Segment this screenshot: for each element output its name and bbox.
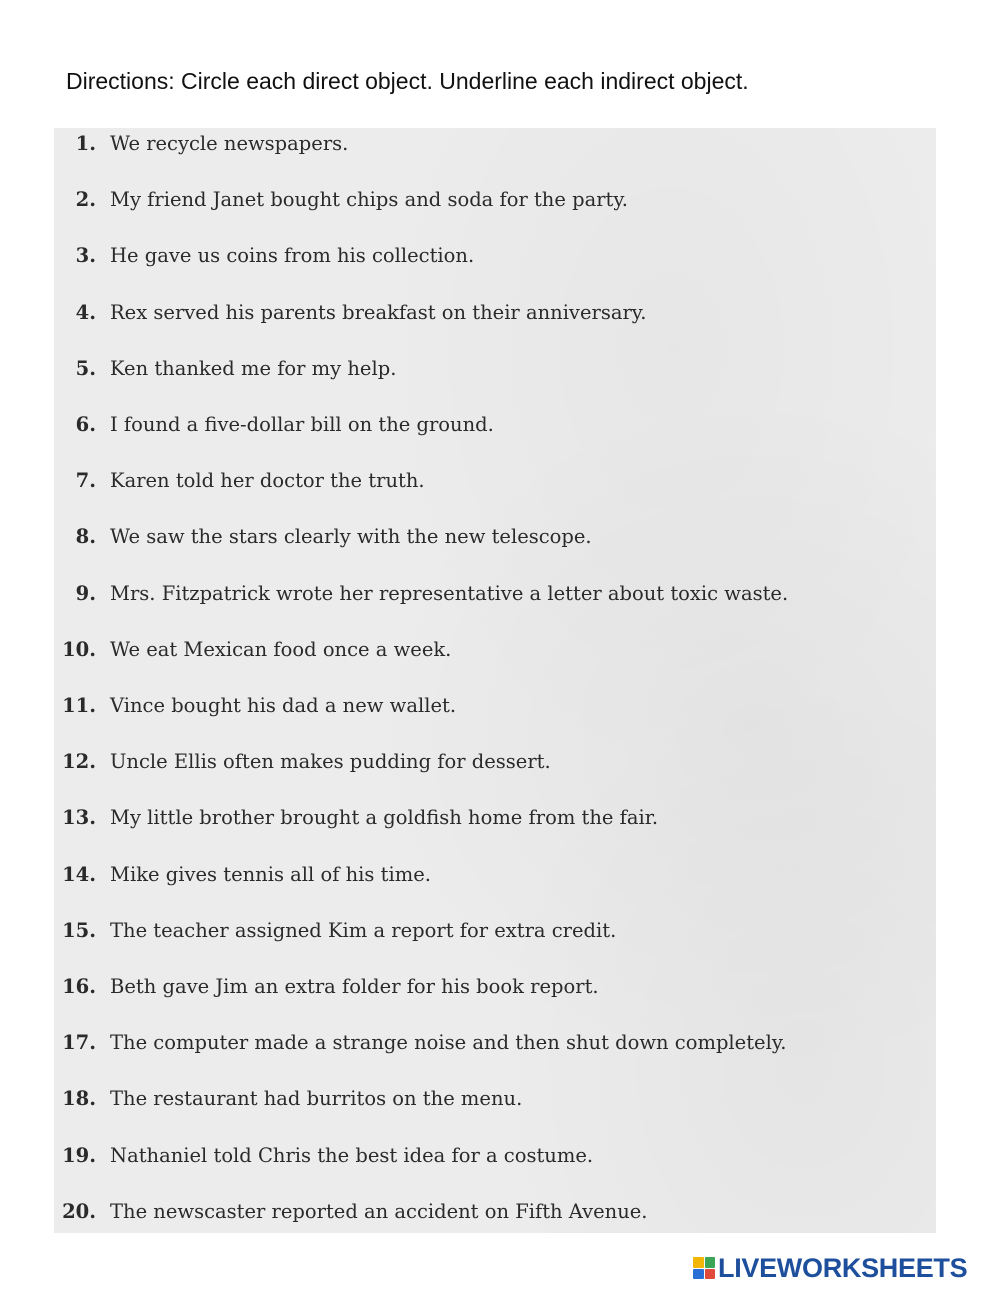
list-item (54, 244, 936, 274)
item-number: 11. (62, 694, 96, 717)
item-number: 3. (75, 244, 96, 268)
list-item (54, 132, 936, 162)
item-number: 19. (62, 1143, 96, 1167)
brand-name: LIVEWORKSHEETS (718, 1253, 968, 1283)
list-item (54, 1144, 936, 1174)
item-number: 4. (75, 300, 96, 324)
list-item (54, 638, 936, 668)
list-item (54, 357, 936, 387)
worksheet-scan (54, 128, 936, 1233)
list-item (54, 1087, 936, 1117)
item-sentence[interactable]: I found a five-dollar bill on the ground. (110, 413, 494, 436)
item-sentence[interactable]: We eat Mexican food once a week. (110, 637, 452, 661)
list-item (54, 413, 936, 443)
list-item (54, 919, 936, 949)
list-item (54, 750, 936, 780)
item-sentence[interactable]: Uncle Ellis often makes pudding for dessert. (110, 750, 551, 774)
item-sentence[interactable]: Rex served his parents breakfast on their anniversary. (110, 300, 647, 324)
item-number: 8. (75, 525, 96, 549)
item-number: 5. (75, 356, 96, 380)
item-number: 17. (62, 1031, 96, 1055)
list-item (54, 806, 936, 836)
item-number: 6. (75, 413, 96, 436)
directions-text: Directions: Circle each direct object. Underline each indirect object. (66, 68, 749, 94)
item-number: 20. (62, 1199, 96, 1223)
item-sentence[interactable]: Ken thanked me for my help. (110, 356, 397, 380)
list-item (54, 469, 936, 499)
item-sentence[interactable]: He gave us coins from his collection. (110, 244, 475, 268)
item-sentence[interactable]: Vince bought his dad a new wallet. (110, 694, 457, 717)
item-sentence[interactable]: The newscaster reported an accident on Fifth Avenue. (110, 1199, 648, 1223)
list-item (54, 975, 936, 1005)
item-number: 7. (75, 469, 96, 493)
item-sentence[interactable]: Karen told her doctor the truth. (110, 469, 425, 493)
item-number: 16. (62, 975, 96, 998)
liveworksheets-brand (693, 1254, 967, 1282)
list-item (54, 525, 936, 555)
list-item (54, 582, 936, 612)
item-sentence[interactable]: We recycle newspapers. (110, 132, 349, 155)
item-number: 2. (75, 188, 96, 212)
list-item (54, 1200, 936, 1230)
item-number: 10. (62, 637, 96, 661)
item-sentence[interactable]: The computer made a strange noise and then shut down completely. (110, 1031, 787, 1055)
item-sentence[interactable]: Nathaniel told Chris the best idea for a costume. (110, 1143, 594, 1167)
list-item (54, 1031, 936, 1061)
item-sentence[interactable]: The restaurant had burritos on the menu. (110, 1087, 523, 1111)
item-sentence[interactable]: Mrs. Fitzpatrick wrote her representative a letter about toxic waste. (110, 581, 789, 605)
list-item (54, 694, 936, 724)
item-sentence[interactable]: The teacher assigned Kim a report for extra credit. (110, 918, 617, 942)
list-item (54, 863, 936, 893)
item-sentence[interactable]: My friend Janet bought chips and soda for the party. (110, 188, 628, 212)
item-number: 1. (75, 132, 96, 155)
item-number: 15. (62, 918, 96, 942)
item-number: 12. (62, 750, 96, 774)
item-sentence[interactable]: My little brother brought a goldfish home from the fair. (110, 806, 659, 830)
item-sentence[interactable]: Mike gives tennis all of his time. (110, 862, 431, 886)
item-number: 13. (62, 806, 96, 830)
item-number: 14. (62, 862, 96, 886)
item-sentence[interactable]: Beth gave Jim an extra folder for his book report. (110, 975, 599, 998)
list-item (54, 301, 936, 331)
item-number: 18. (62, 1087, 96, 1111)
list-item (54, 188, 936, 218)
item-sentence[interactable]: We saw the stars clearly with the new telescope. (110, 525, 592, 549)
liveworksheets-logo-icon (693, 1257, 715, 1279)
item-number: 9. (75, 581, 96, 605)
